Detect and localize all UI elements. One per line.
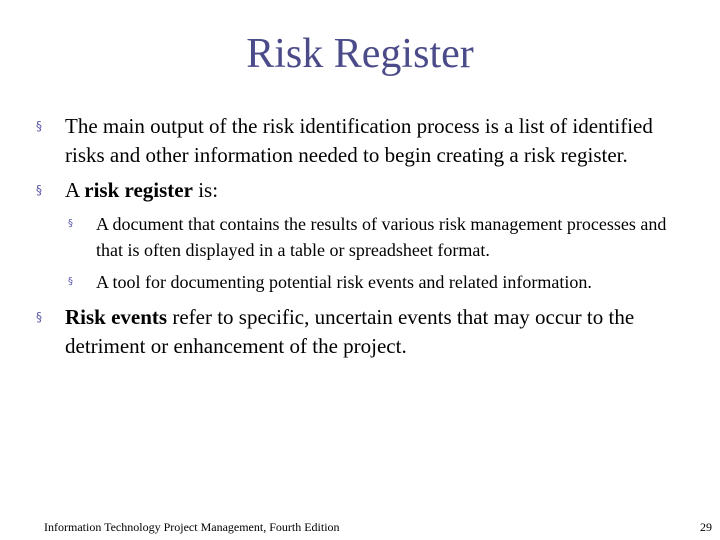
sub-bullet-marker-icon: § — [68, 218, 73, 229]
bullet-item-2 — [36, 176, 686, 205]
bullet-marker-icon: § — [36, 119, 42, 133]
bullet-text-suffix: is: — [192, 178, 219, 202]
bullet-text-bold: Risk events — [65, 305, 168, 329]
slide-title: Risk Register — [246, 31, 474, 77]
bullet-marker-icon: § — [36, 310, 42, 324]
bullet-text-bold: risk register — [84, 178, 193, 202]
slide-footer: Information Technology Project Management, Fourth Edition — [44, 520, 340, 534]
bullet-item-1 — [36, 112, 686, 170]
bullet-text: The main output of the risk identification process is a list of identified risks and other information needed to begin creating a risk register. — [65, 114, 653, 167]
sub-bullet-list — [68, 211, 686, 295]
sub-bullet-item-1 — [68, 211, 686, 263]
bullet-item-3 — [36, 303, 686, 361]
sub-bullet-item-2 — [68, 269, 686, 295]
bullet-text-prefix: A — [65, 178, 85, 202]
sub-bullet-text: A document that contains the results of various risk management processes and that is often displayed in a table or spreadsheet format. — [96, 214, 667, 260]
bullet-list — [36, 112, 686, 361]
sub-bullet-marker-icon: § — [68, 276, 73, 287]
page-number: 29 — [700, 520, 712, 534]
bullet-text-suffix: refer to specific, uncertain events that may occur to the detriment or enhancement of the project. — [65, 305, 635, 358]
sub-bullet-text: A tool for documenting potential risk events and related information. — [96, 272, 592, 292]
bullet-marker-icon: § — [36, 183, 42, 197]
